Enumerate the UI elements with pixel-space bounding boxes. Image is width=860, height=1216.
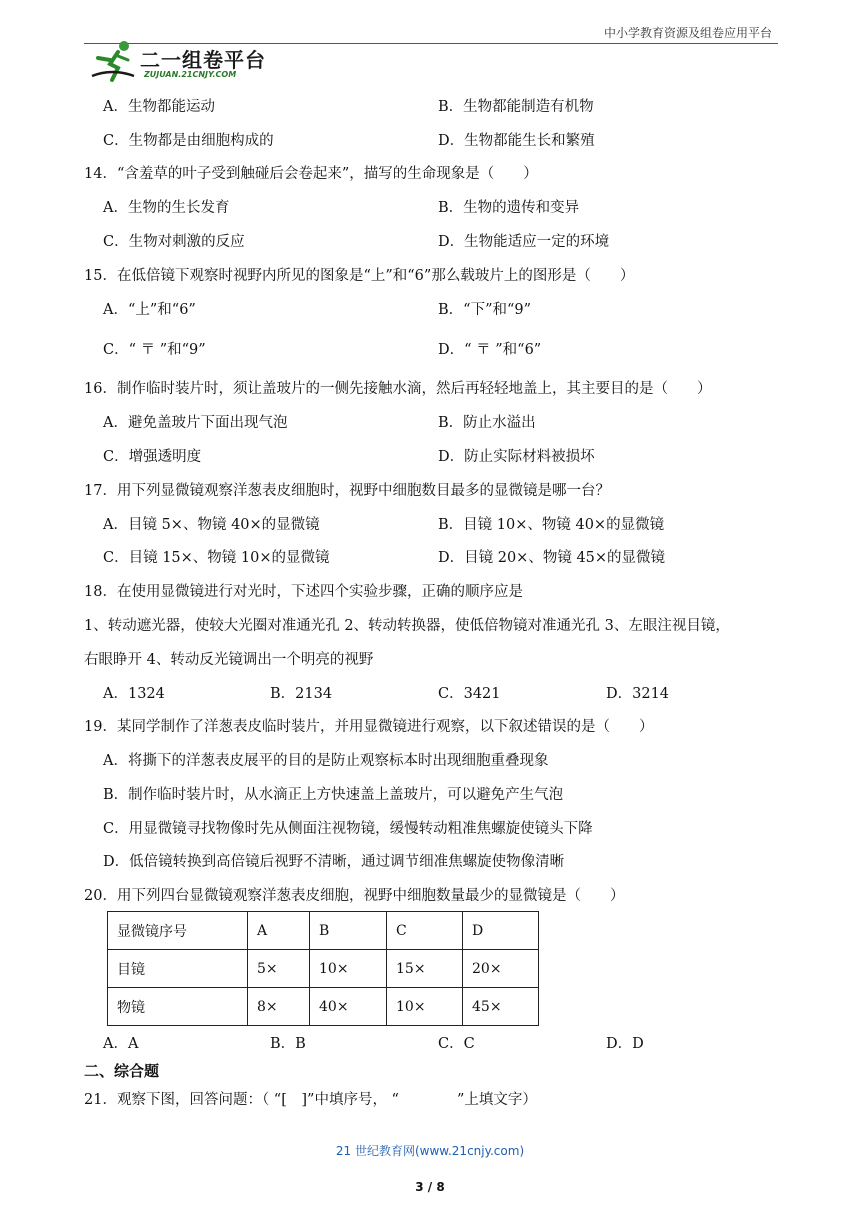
q17-option-c: C．目镜 15×、物镜 10×的显微镜 (103, 550, 330, 566)
q14-option-a: A．生物的生长发育 (103, 200, 230, 216)
q17-stem: 17．用下列显微镜观察洋葱表皮细胞时，视野中细胞数目最多的显微镜是哪一台？ (84, 483, 610, 499)
table-cell: 物镜 (108, 988, 248, 1026)
q19-option-c: C．用显微镜寻找物像时先从侧面注视物镜，缓慢转动粗准焦螺旋使镜头下降 (103, 821, 593, 837)
table-cell: 20× (463, 950, 539, 988)
q19-stem: 19．某同学制作了洋葱表皮临时装片，并用显微镜进行观察，以下叙述错误的是（ ） (84, 719, 654, 735)
table-cell: 15× (387, 950, 463, 988)
q16-option-b: B．防止水溢出 (438, 415, 536, 431)
q13-option-c: C．生物都是由细胞构成的 (103, 133, 274, 149)
q16-option-d: D．防止实际材料被损坏 (438, 449, 595, 465)
q19-option-b: B．制作临时装片时，从水滴正上方快速盖上盖玻片，可以避免产生气泡 (103, 787, 564, 803)
q18-option-d: D．3214 (606, 686, 670, 702)
section-heading: 二、综合题 (84, 1062, 160, 1080)
q14-option-d: D．生物能适应一定的环境 (438, 234, 610, 250)
q15-option-b: B．“下”和“9” (438, 302, 532, 318)
q18-steps-line2: 右眼睁开 4、转动反光镜调出一个明亮的视野 (84, 652, 374, 668)
page-number: 3 / 8 (415, 1180, 445, 1194)
q16-option-a: A．避免盖玻片下面出现气泡 (103, 415, 288, 431)
table-cell: 目镜 (108, 950, 248, 988)
q18-option-b: B．2134 (270, 686, 333, 702)
q20-stem: 20．用下列四台显微镜观察洋葱表皮细胞，视野中细胞数量最少的显微镜是（ ） (84, 888, 625, 904)
table-cell: 10× (387, 988, 463, 1026)
q18-steps-line1: 1、转动遮光器，使较大光圈对准通光孔 2、转动转换器，使低倍物镜对准通光孔 3、左眼注视目镜， (84, 618, 730, 634)
q16-stem: 16．制作临时装片时，须让盖玻片的一侧先接触水滴，然后再轻轻地盖上，其主要目的是（ ） (84, 381, 712, 397)
table-cell: C (387, 912, 463, 950)
q15-option-c: C．“ 〒 ”和“9” (103, 342, 206, 358)
table-row (108, 988, 539, 1026)
q18-option-c: C．3421 (438, 686, 501, 702)
q17-option-a: A．目镜 5×、物镜 40×的显微镜 (103, 517, 320, 533)
table-row (108, 950, 539, 988)
q13-option-b: B．生物都能制造有机物 (438, 99, 594, 115)
table-cell: 10× (310, 950, 387, 988)
logo-title: 二一组卷平台 (140, 48, 266, 72)
table-cell: 显微镜序号 (108, 912, 248, 950)
table-cell: 8× (248, 988, 310, 1026)
table-header-row (108, 912, 539, 950)
q14-option-b: B．生物的遗传和变异 (438, 200, 580, 216)
q18-stem: 18．在使用显微镜进行对光时，下述四个实验步骤，正确的顺序应是 (84, 584, 523, 600)
q14-option-c: C．生物对刺激的反应 (103, 234, 245, 250)
microscope-table (107, 911, 539, 1026)
q20-option-b: B．B (270, 1036, 306, 1052)
q13-option-a: A．生物都能运动 (103, 99, 215, 115)
footer-site-link[interactable]: 21 世纪教育网(www.21cnjy.com) (335, 1144, 525, 1158)
q15-stem: 15．在低倍镜下观察时视野内所见的图象是“上”和“6”那么载玻片上的图形是（ ） (84, 268, 635, 284)
q15-option-d: D．“ 〒 ”和“6” (438, 342, 542, 358)
platform-name: 中小学教育资源及组卷应用平台 (603, 26, 772, 40)
table-cell: 5× (248, 950, 310, 988)
q13-option-d: D．生物都能生长和繁殖 (438, 133, 595, 149)
q20-option-d: D．D (606, 1036, 644, 1052)
logo-subtitle: ZUJUAN.21CNJY.COM (144, 70, 237, 79)
runner-logo-icon (88, 38, 140, 84)
q19-option-d: D．低倍镜转换到高倍镜后视野不清晰，通过调节细准焦螺旋使物像清晰 (103, 854, 565, 870)
table-cell: A (248, 912, 310, 950)
q19-option-a: A．将撕下的洋葱表皮展平的目的是防止观察标本时出现细胞重叠现象 (103, 753, 549, 769)
q20-option-c: C．C (438, 1036, 475, 1052)
site-logo (88, 38, 288, 84)
q17-option-d: D．目镜 20×、物镜 45×的显微镜 (438, 550, 666, 566)
q21-stem: 21．观察下图，回答问题：（ “[ ]”中填序号， “ ”上填文字） (84, 1092, 537, 1108)
table-cell: 40× (310, 988, 387, 1026)
table-cell: 45× (463, 988, 539, 1026)
table-cell: B (310, 912, 387, 950)
table-cell: D (463, 912, 539, 950)
q14-stem: 14．“含羞草的叶子受到触碰后会卷起来”，描写的生命现象是（ ） (84, 166, 538, 182)
q15-option-a: A．“上”和“6” (103, 302, 196, 318)
q18-option-a: A．1324 (103, 686, 165, 702)
q17-option-b: B．目镜 10×、物镜 40×的显微镜 (438, 517, 665, 533)
q16-option-c: C．增强透明度 (103, 449, 202, 465)
q20-option-a: A．A (103, 1036, 139, 1052)
